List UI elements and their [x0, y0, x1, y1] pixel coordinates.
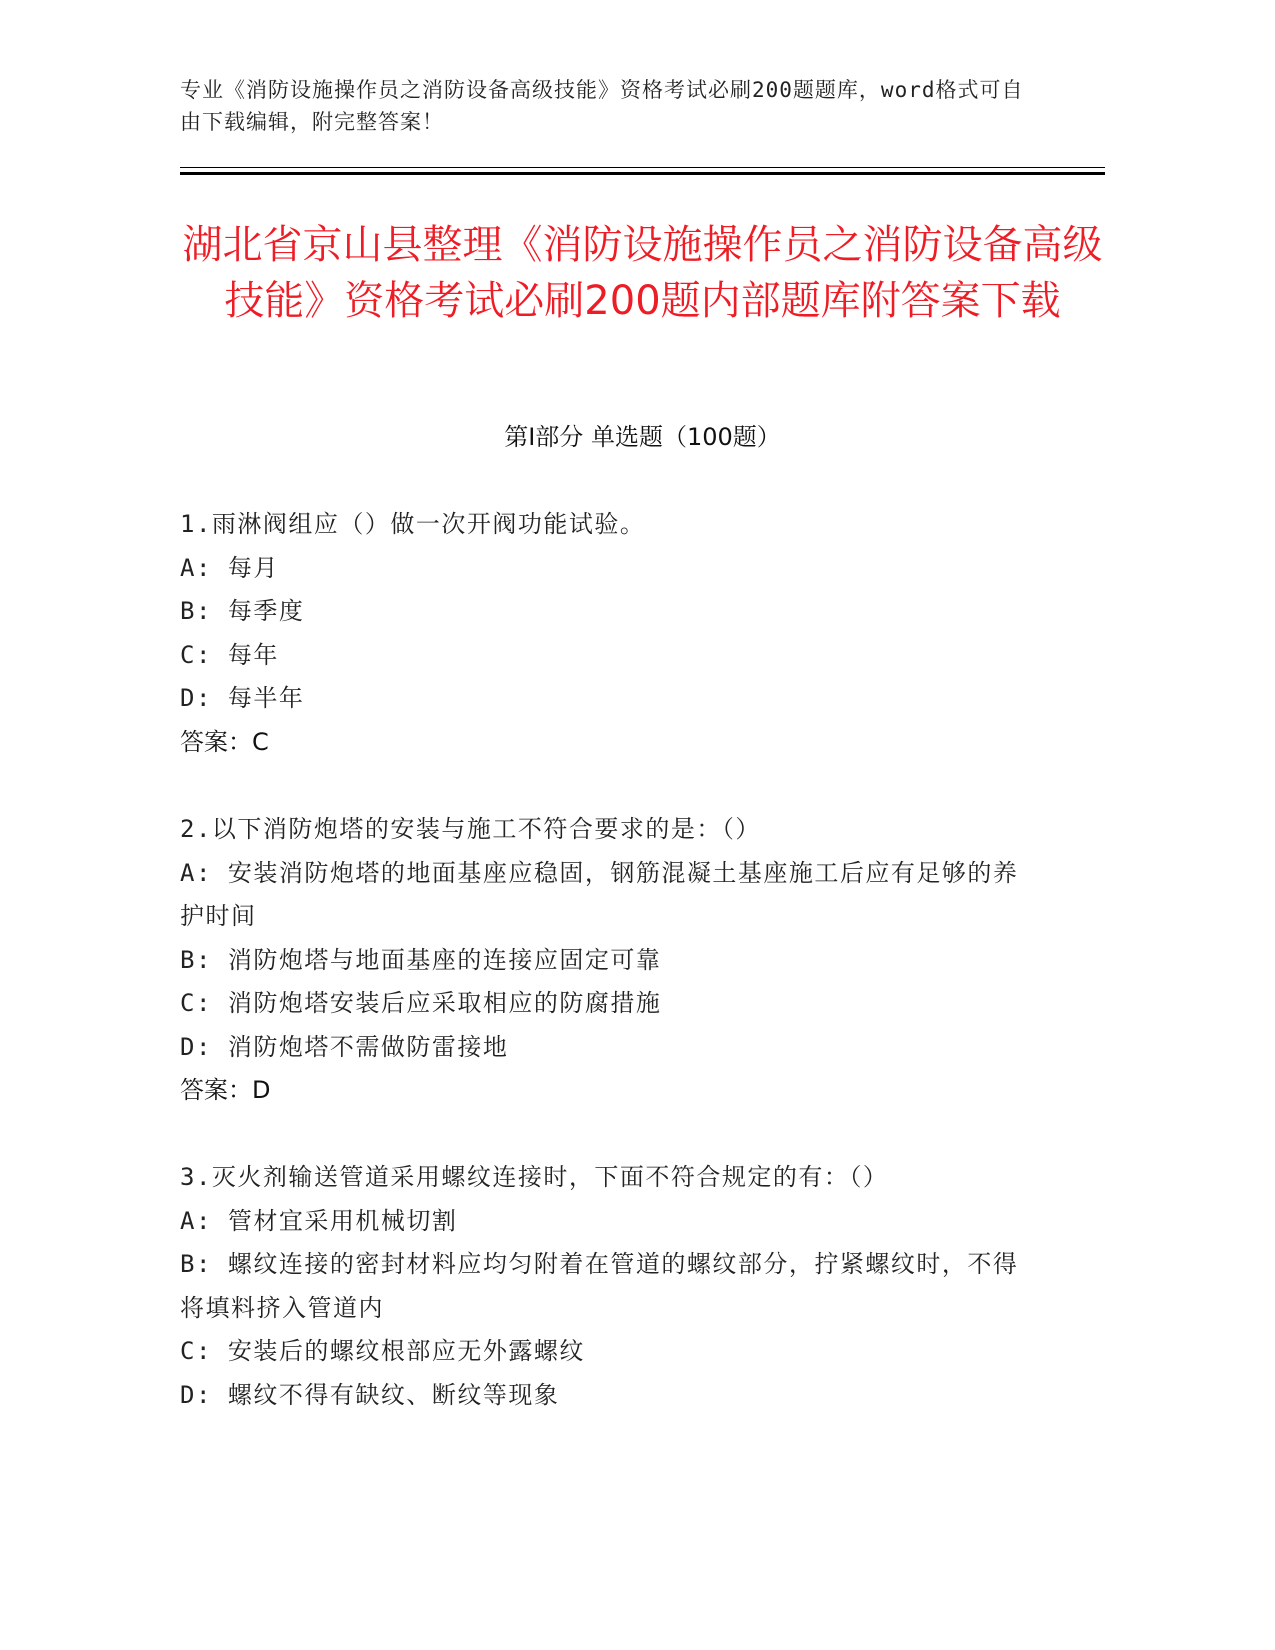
option-c: C: 每年 — [180, 640, 279, 669]
option-d: D: 螺纹不得有缺纹、断纹等现象 — [180, 1380, 560, 1409]
question-stem: 2.以下消防炮塔的安装与施工不符合要求的是：（） — [180, 815, 761, 843]
header-rule-thin — [180, 167, 1105, 168]
option-d: D: 每半年 — [180, 684, 305, 712]
question-stem: 3.灭火剂输送管道采用螺纹连接时，下面不符合规定的有：（） — [180, 1163, 889, 1191]
option-b: B: 消防炮塔与地面基座的连接应固定可靠 — [180, 945, 662, 974]
answer: 答案：C — [180, 727, 269, 756]
question-1 — [180, 503, 1040, 764]
option-d: D: 消防炮塔不需做防雷接地 — [180, 1032, 509, 1061]
option-a: A: 每月 — [180, 553, 279, 582]
option-a: A: 安装消防炮塔的地面基座应稳固，钢筋混凝土基座施工后应有足够的养护时间 — [180, 858, 1019, 930]
question-stem: 1.雨淋阀组应（）做一次开阀功能试验。 — [180, 510, 646, 538]
section-heading: 第I部分 单选题（100题） — [504, 423, 781, 451]
option-b: B: 螺纹连接的密封材料应均匀附着在管道的螺纹部分，拧紧螺纹时，不得将填料挤入管道内 — [180, 1250, 1019, 1322]
document-title: 湖北省京山县整理《消防设施操作员之消防设备高级技能》资格考试必刷200题内部题库附答案下载 — [182, 222, 1103, 324]
option-c: C: 消防炮塔安装后应采取相应的防腐措施 — [180, 989, 662, 1017]
option-a: A: 管材宜采用机械切割 — [180, 1206, 458, 1235]
option-c: C: 安装后的螺纹根部应无外露螺纹 — [180, 1337, 585, 1365]
answer: 答案：D — [180, 1076, 271, 1104]
question-2 — [180, 808, 1040, 1113]
question-3 — [180, 1156, 1040, 1417]
header-note: 专业《消防设施操作员之消防设备高级技能》资格考试必刷200题题库，word格式可自由下载编辑，附完整答案！ — [180, 78, 1024, 134]
option-b: B: 每季度 — [180, 597, 305, 625]
header-rule-thick — [180, 172, 1105, 175]
